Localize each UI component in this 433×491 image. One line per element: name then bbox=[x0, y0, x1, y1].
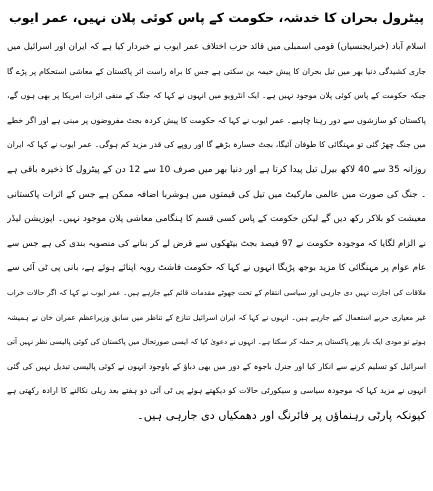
article-line-12: غیر معیاری حربے استعمال کیے جارہے ہیں۔ انہوں نے کہا کہ ایران اسرائیل تنازع کے تناظر میں سابق وزیراعظم عمران خان نے ہمیشہ bbox=[7, 312, 426, 322]
article-body bbox=[7, 35, 426, 429]
article-line-1: اسلام آباد (خبرایجنسیاں) قومی اسمبلی میں قائد حزب اختلاف عمر ایوب نے خبردار کیا ہے کہ ایران اور اسرائیل میں bbox=[7, 42, 426, 52]
article-line-2: جاری کشیدگی دنیا بھر میں تیل بحران کا پیش خیمہ بن سکتی ہے جس کا براہ راست اثر پاکستان کے معاشی استحکام پر پڑے گا bbox=[7, 66, 426, 76]
article-line-5: میں جنگ چھڑ گئی تو مہنگائی کا طوفان آئیگا، بجٹ خسارہ بڑھے گا اور روپے کی قدر مزید کم ہوگی۔ عمر ایوب نے کہا کہ ایران bbox=[7, 140, 426, 150]
article-line-10: عام عوام پر مہنگائی کا مزید بوجھ پڑیگا انہوں نے کہا کہ حکومت فاشٹ رویہ اپنائے ہوئے ہے، بانی پی ٹی آئی سے bbox=[7, 263, 426, 274]
article-line-13: ہوتے تو مودی ایک بار پھر پاکستان پر حملہ کر سکتا ہے۔ انہوں نے دعویٰ کیا کہ ایسی صورتحال میں پاکستان کی کوئی پالیسی نظر نہیں آتی bbox=[7, 337, 426, 347]
article-line-3: جبکہ حکومت کے پاس کوئی پلان موجود نہیں ہے۔ ایک انٹرویو میں انہوں نے کہا کہ جنگ کے منفی اثرات امریکا پر بھی ہوں گے، bbox=[7, 91, 426, 101]
article-line-4: پاکستان کو سازشوں سے دور رہنا چاہیے۔ عمر ایوب نے کہا کہ حکومت کا پیش کردہ بجٹ مفروضوں پر مبنی ہے اور اگر خطے bbox=[7, 115, 426, 125]
article-line-6: روزانہ 35 سے 40 لاکھ بیرل تیل پیدا کرتا ہے اور دنیا بھر میں صرف 10 سے 12 دن کے پیٹرول کا ذخیرہ باقی ہے bbox=[7, 164, 426, 175]
article-line-16: کیونکہ پارٹی رہنماؤں پر فائرنگ اور دھمکیاں دی جارہی ہیں۔ bbox=[137, 408, 426, 422]
article-headline: پیٹرول بحران کا خدشہ، حکومت کے پاس کوئی پلان نہیں، عمر ایوب bbox=[8, 10, 425, 25]
article-line-9: نے الزام لگایا کہ موجودہ حکومت نے 97 فیصد بجٹ بیٹھکوں سے قرض لے کر بنانے کی منصوبہ بندی کی ہے جس سے bbox=[7, 238, 426, 249]
article-line-7: ۔ جنگ کی صورت میں عالمی مارکیٹ میں تیل کی قیمتوں میں ہوشربا اضافہ ممکن ہے جس کے اثرات پاکستانی bbox=[7, 189, 426, 200]
article-line-14: اسرائیل کو تسلیم کرنے سے انکار کیا اور جنرل باجوہ کے دور میں بھی دباؤ کے باوجود انہوں نے کوئی پالیسی تبدیل نہیں کی گئی bbox=[7, 361, 426, 371]
article-line-15: انہوں نے مزید کہا کہ موجودہ سیاسی و سیکورٹی حالات کو دیکھتے ہوئے پی ٹی آئی دو ہفتے بعد ریلی نکالنے کا ارادہ رکھتی ہے bbox=[7, 386, 426, 396]
article-line-11: ملاقات کی اجازت نہیں دی جارہی اور سیاسی انتقام کے تحت جھوٹے مقدمات قائم کیے جارہے ہیں۔ عمر ایوب نے کہا کہ اگر حالات خراب bbox=[7, 287, 426, 297]
article-line-8: معیشت کو بلاکر رکھ دیں گے لیکن حکومت کے پاس کسی قسم کا ہنگامی معاشی پلان موجود نہیں۔ اپوزیشن لیڈر bbox=[7, 214, 426, 225]
